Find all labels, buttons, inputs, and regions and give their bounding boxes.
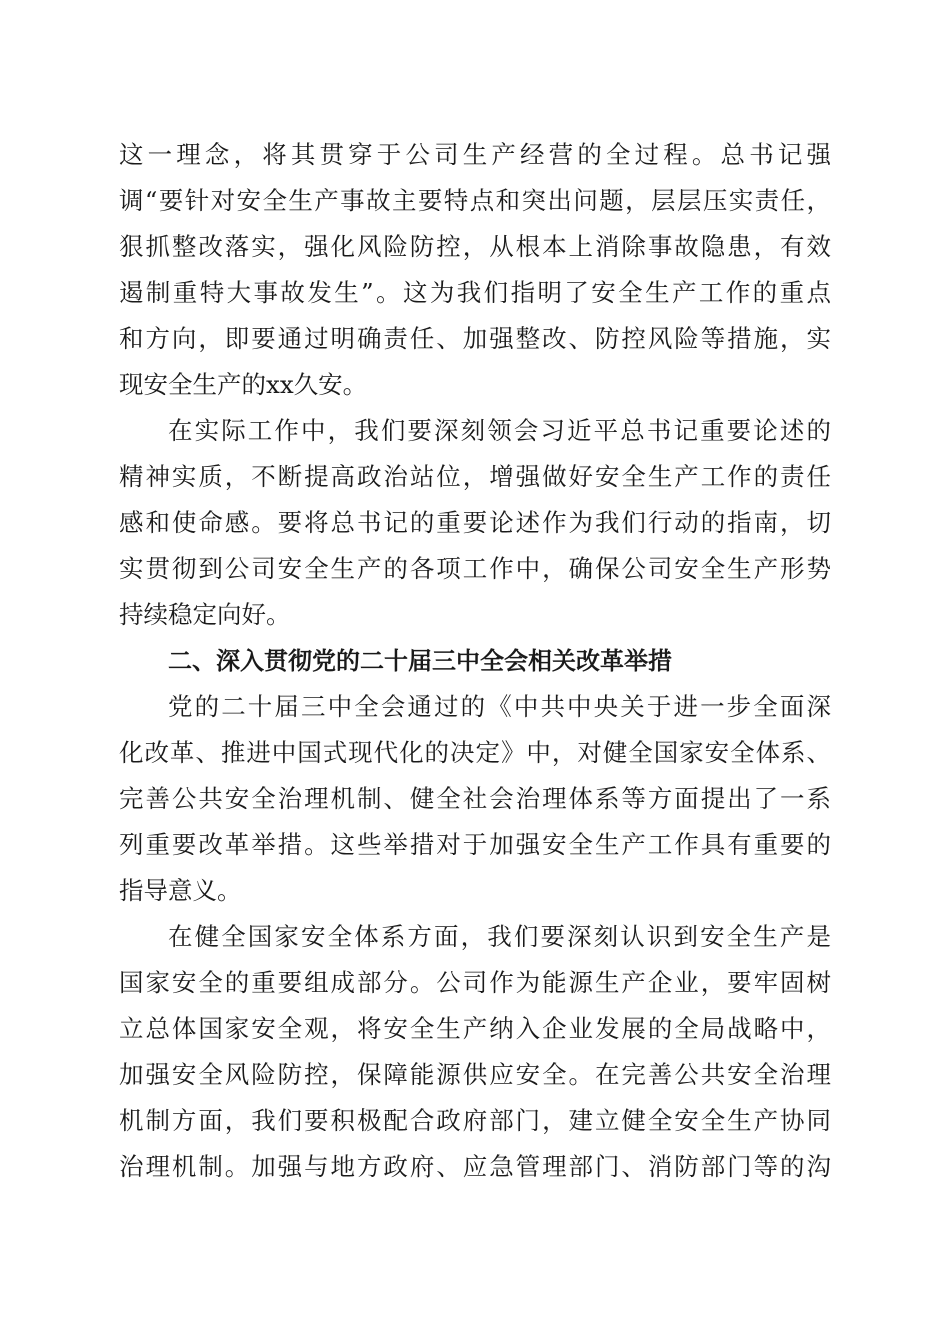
paragraph-2	[119, 408, 831, 638]
paragraph-line: 化改革、推进中国式现代化的决定》中，对健全国家安全体系、	[119, 738, 831, 767]
paragraph-line: 实贯彻到公司安全生产的各项工作中，确保公司安全生产形势	[119, 554, 831, 583]
paragraph-line: 调“要针对安全生产事故主要特点和突出问题，层层压实责任，	[119, 186, 831, 215]
section-heading: 二、深入贯彻党的二十届三中全会相关改革举措	[168, 647, 672, 675]
paragraph-line: 现安全生产的xx久安。	[119, 370, 368, 399]
paragraph-line: 精神实质，不断提高政治站位，增强做好安全生产工作的责任	[119, 462, 831, 491]
paragraph-3	[119, 684, 831, 914]
paragraph-line: 感和使命感。要将总书记的重要论述作为我们行动的指南，切	[119, 508, 831, 537]
paragraph-line: 这一理念，将其贯穿于公司生产经营的全过程。总书记强	[119, 140, 831, 169]
paragraph-1	[119, 132, 831, 408]
paragraph-line: 机制方面，我们要积极配合政府部门，建立健全安全生产协同	[119, 1106, 831, 1135]
paragraph-line: 在健全国家安全体系方面，我们要深刻认识到安全生产是	[168, 922, 831, 951]
paragraph-line: 完善公共安全治理机制、健全社会治理体系等方面提出了一系	[119, 784, 831, 813]
paragraph-line: 指导意义。	[119, 876, 242, 905]
paragraph-4	[119, 914, 831, 1190]
paragraph-line: 列重要改革举措。这些举措对于加强安全生产工作具有重要的	[119, 830, 831, 859]
paragraph-line: 遏制重特大事故发生”。这为我们指明了安全生产工作的重点	[119, 278, 831, 307]
paragraph-line: 和方向，即要通过明确责任、加强整改、防控风险等措施，实	[119, 324, 831, 353]
document-body	[119, 132, 831, 1190]
paragraph-line: 在实际工作中，我们要深刻领会习近平总书记重要论述的	[168, 416, 831, 445]
paragraph-line: 立总体国家安全观，将安全生产纳入企业发展的全局战略中，	[119, 1014, 831, 1043]
paragraph-line: 狠抓整改落实，强化风险防控，从根本上消除事故隐患，有效	[119, 232, 831, 261]
paragraph-line: 治理机制。加强与地方政府、应急管理部门、消防部门等的沟	[119, 1152, 831, 1181]
paragraph-line: 国家安全的重要组成部分。公司作为能源生产企业，要牢固树	[119, 968, 831, 997]
paragraph-line: 加强安全风险防控，保障能源供应安全。在完善公共安全治理	[119, 1060, 831, 1089]
paragraph-line: 持续稳定向好。	[119, 600, 291, 629]
paragraph-line: 党的二十届三中全会通过的《中共中央关于进一步全面深	[168, 692, 831, 721]
